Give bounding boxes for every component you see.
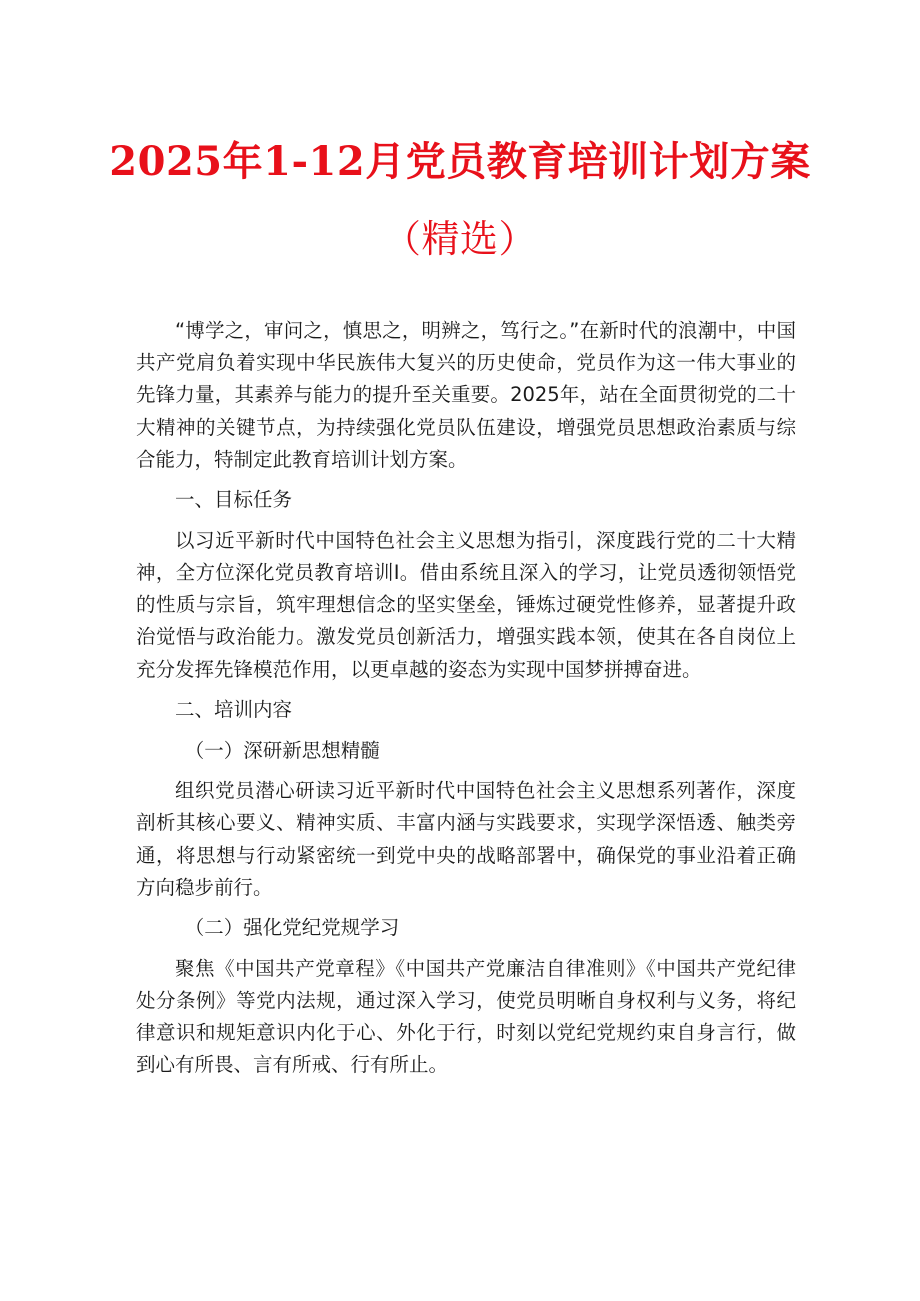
subsection-paragraph-1: 组织党员潜心研读习近平新时代中国特色社会主义思想系列著作，深度剖析其核心要义、精神实质、丰富内涵与实践要求，实现学深悟透、触类旁通，将思想与行动紧密统一到党中央的战略部署中，确保党的事业沿着正确方向稳步前行。 — [136, 779, 796, 899]
subsection-paragraph-2: 聚焦《中国共产党章程》《中国共产党廉洁自律准则》《中国共产党纪律处分条例》等党内法规，通过深入学习，使党员明晰自身权利与义务，将纪律意识和规矩意识内化于心、外化于行，时刻以党纪党规约束自身言行，做到心有所畏、言有所戒、行有所止。 — [136, 956, 796, 1077]
section-heading-goals: 一、目标任务 — [175, 488, 293, 512]
document-body — [136, 315, 796, 1090]
intro-paragraph: “博学之，审问之，慎思之，明辨之，笃行之。”在新时代的浪潮中，中国共产党肩负着实现中华民族伟大复兴的历史使命，党员作为这一伟大事业的先锋力量，其素养与能力的提升至关重要。2025年，站在全面贯彻党的二十大精神的关键节点，为持续强化党员队伍建设，增强党员思想政治素质与综合能力，特制定此教育培训计划方案。 — [136, 319, 796, 471]
goals-paragraph: 以习近平新时代中国特色社会主义思想为指引，深度践行党的二十大精神，全方位深化党员教育培训I。借由系统且深入的学习，让党员透彻领悟党的性质与宗旨，筑牢理想信念的坚实堡垒，锤炼过硬党性修养，显著提升政治觉悟与政治能力。激发党员创新活力，增强实践本领，使其在各自岗位上充分发挥先锋模范作用，以更卓越的姿态为实现中国梦拼搏奋进。 — [136, 528, 796, 681]
subsection-heading-1: （一）深研新思想精髓 — [184, 738, 380, 762]
document-subtitle: （精选） — [382, 217, 537, 261]
section-heading-content: 二、培训内容 — [175, 698, 293, 722]
subsection-heading-2: （二）强化党纪党规学习 — [184, 916, 400, 940]
document-title: 2025年1-12月党员教育培训计划方案 — [109, 138, 811, 185]
